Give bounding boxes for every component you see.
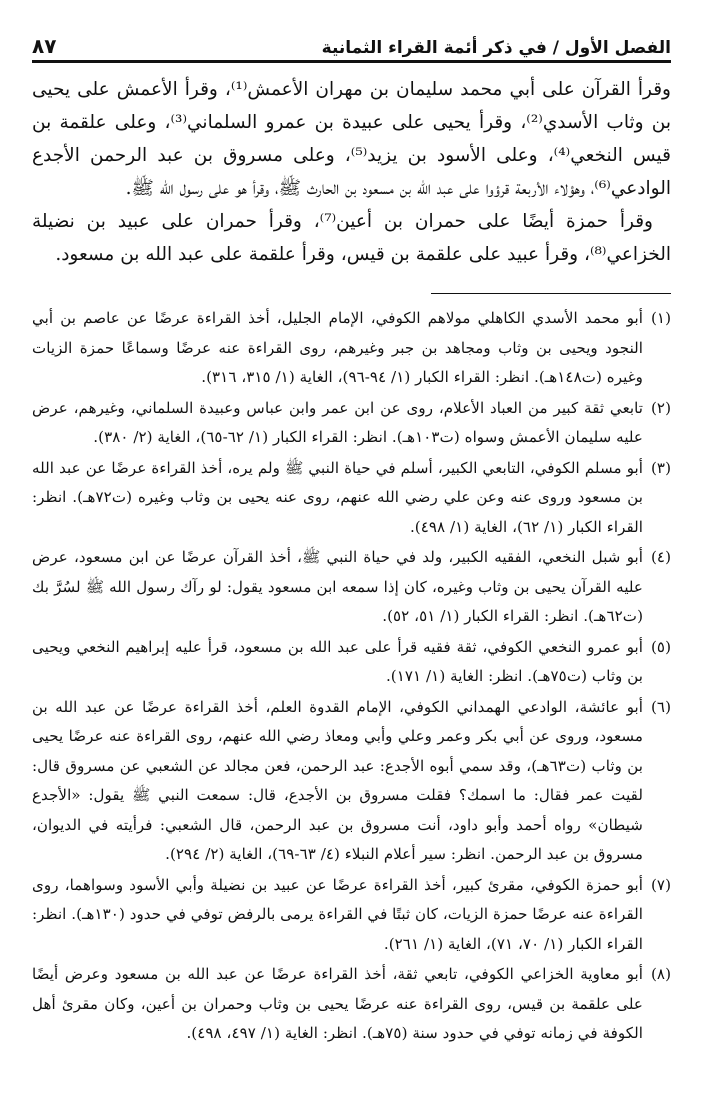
main-text bbox=[32, 73, 671, 271]
footnote bbox=[32, 633, 671, 692]
main-paragraph: وقرأ القرآن على أبي محمد سليمان بن مهران الأعمش⁽¹⁾، وقرأ الأعمش على يحيى بن وثاب الأسدي⁽²⁾، وقرأ يحيى على عبيدة بن عمرو السلماني⁽³⁾، وعلى علقمة بن قيس النخعي⁽⁴⁾، وعلى الأسود بن يزيد⁽⁵⁾، وعلى مسروق بن عبد الرحمن الأجدع الوادعي⁽⁶⁾، وهؤلاء الأربعة قرؤوا على عبد الله بن مسعود بن الحارث ﷺ، وقرأ هو على رسول الله ﷺ. bbox=[32, 79, 672, 199]
page-number: ٨٧ bbox=[32, 34, 57, 58]
footnote bbox=[32, 543, 671, 632]
running-title: الفصل الأول / في ذكر أئمة القراء الثمانية bbox=[321, 38, 671, 58]
footnote-text: أبو حمزة الكوفي، مقرئ كبير، أخذ القراءة عرضًا عن عبيد بن نضيلة وأبي الأسود وسواهما، روى القراءة عنه عرضًا حمزة الزيات، كان ثبتًا في القراءة يرمى بالرفض توفي في حدود (١٣٠هـ). انظر: القراء الكبار (١/ ٧٠، ٧١)، الغاية (١/ ٢٦١). bbox=[32, 875, 643, 953]
footnote bbox=[32, 304, 671, 393]
footnote-number: (٤) bbox=[650, 548, 671, 566]
footnote-text: أبو عمرو النخعي الكوفي، ثقة فقيه قرأ على عبد الله بن مسعود، قرأ عليه إبراهيم النخعي ويحيى بن وثاب (ت٧٥هـ). انظر: الغاية (١/ ١٧١). bbox=[32, 637, 643, 685]
footnote-text: أبو عائشة، الوادعي الهمداني الكوفي، الإمام القدوة العلم، أخذ القراءة عرضًا عن عبد الله بن مسعود، وروى عن أبي بكر وعمر وعلي وأبي ومعاذ رضي الله عنهم، روى القراءة عنه عرضًا يحيى بن وثاب (ت٦٣هـ)، وقد سمي أبوه الأجدع: عبد الرحمن، فعن مجالد عن الشعبي عن مسروق قال: لقيت عمر فقال: ما اسمك؟ فقلت مسروق بن الأجدع، قال: سمعت النبي ﷺ يقول: «الأجدع شيطان» رواه أحمد وأبو داود، أنت مسروق بن عبد الرحمن، قال الشعبي: فرأيته في الديوان، مسروق بن عبد الرحمن. انظر: سير أعلام النبلاء (٤/ ٦٣-٦٩)، الغاية (٢/ ٢٩٤). bbox=[32, 697, 644, 863]
footnote-number: (٧) bbox=[650, 875, 671, 894]
footnote-number: (٣) bbox=[650, 458, 671, 477]
footnote-text: أبو شبل النخعي، الفقيه الكبير، ولد في حياة النبي ﷺ، أخذ القرآن عرضًا عن ابن مسعود، عرض عليه القرآن يحيى بن وثاب وغيره، كان إذا سمعه ابن مسعود يقول: لو رآك رسول الله ﷺ لسُرَّ بك (ت٦٢هـ). انظر: القراء الكبار (١/ ٥١، ٥٢). bbox=[32, 548, 643, 625]
footnote-text: أبو معاوية الخزاعي الكوفي، تابعي ثقة، أخذ القراءة عرضًا عن عبد الله بن مسعود وعرض أيضًا على علقمة بن قيس، روى القراءة عنه عرضًا يحيى بن وثاب وحمران بن أعين، وكان مقرئ أهل الكوفة في زمانه توفي في حدود سنة (٧٥هـ). انظر: الغاية (١/ ٤٩٧، ٤٩٨). bbox=[32, 965, 643, 1042]
footnote bbox=[32, 454, 671, 543]
footnote-divider bbox=[431, 293, 671, 294]
main-paragraph: وقرأ حمزة أيضًا على حمران بن أعين⁽⁷⁾، وقرأ حمران على عبيد بن نضيلة الخزاعي⁽⁸⁾، وقرأ عبيد على علقمة بن قيس، وقرأ علقمة على عبد الله بن مسعود. bbox=[32, 211, 671, 265]
footnote-number: (٨) bbox=[650, 965, 671, 983]
footnote-number: (٢) bbox=[650, 398, 671, 417]
footnote bbox=[32, 960, 671, 1049]
footnote bbox=[32, 693, 671, 870]
footnote-number: (٥) bbox=[650, 637, 671, 656]
footnote-text: تابعي ثقة كبير من العباد الأعلام، روى عن ابن عمر وابن عباس وعبيدة السلماني، وغيرهم، عرض عليه سليمان الأعمش وسواه (ت١٠٣هـ). انظر: القراء الكبار (١/ ٦٢-٦٥)، الغاية (٢/ ٣٨٠). bbox=[32, 398, 643, 446]
footnote bbox=[32, 871, 671, 960]
footnotes bbox=[32, 304, 671, 1049]
footnote-text: أبو مسلم الكوفي، التابعي الكبير، أسلم في حياة النبي ﷺ ولم يره، أخذ القراءة عرضًا عن عبد الله بن مسعود وروى عنه وعن علي رضي الله عنهم، روى عنه يحيى بن وثاب وغيره (ت٧٢هـ). انظر: القراء الكبار (١/ ٦٢)، الغاية (١/ ٤٩٨). bbox=[32, 458, 643, 536]
footnote bbox=[32, 394, 671, 453]
footnote-number: (٦) bbox=[650, 697, 671, 716]
footnote-text: أبو محمد الأسدي الكاهلي مولاهم الكوفي، الإمام الجليل، أخذ القراءة عرضًا عن عاصم بن أبي النجود ويحيى بن وثاب ومجاهد بن جبر وغيرهم، روى القراءة عنه عرضًا وسماعًا حمزة الزيات وغيره (ت١٤٨هـ). انظر: القراء الكبار (١/ ٩٤-٩٦)، الغاية (١/ ٣١٥، ٣١٦). bbox=[32, 309, 643, 386]
footnote-number: (١) bbox=[650, 309, 671, 327]
page-header bbox=[32, 26, 671, 63]
